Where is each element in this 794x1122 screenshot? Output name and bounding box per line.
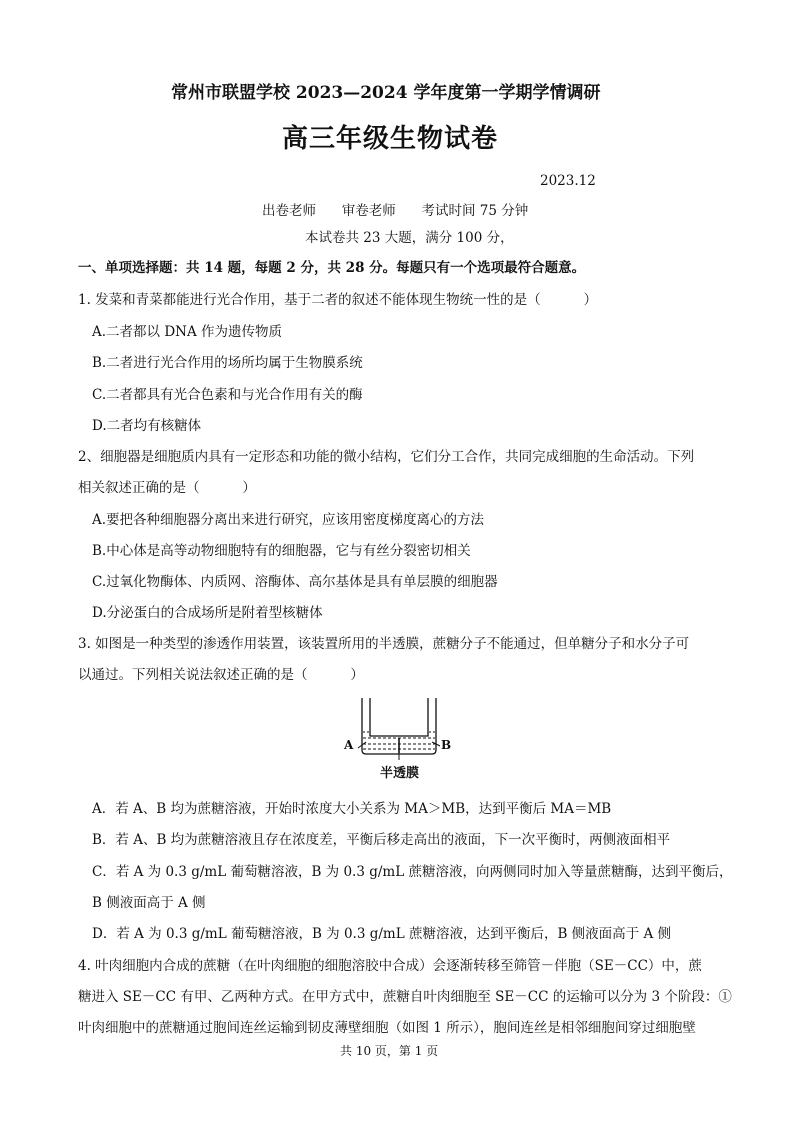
q4-line2: 糖进入 SE－CC 有甲、乙两种方式。在甲方式中，蔗糖自叶肉细胞至 SE－CC 的运输可以分为 3 个阶段：①	[78, 989, 732, 1005]
q3-option-c: C．若 A 为 0.3 g/mL 葡萄糖溶液，B 为 0.3 g/mL 蔗糖溶液，向两侧同时加入等量蔗糖酶，达到平衡后，	[92, 864, 733, 880]
page-footer: 共 10 页，第 1 页	[340, 1044, 439, 1058]
exam-title: 高三年级生物试卷	[282, 124, 499, 154]
q3-option-d: D．若 A 为 0.3 g/mL 葡萄糖溶液，B 为 0.3 g/mL 蔗糖溶液，达到平衡后，B 侧液面高于 A 侧	[92, 926, 672, 942]
q1-stem: 1. 发菜和青菜都能进行光合作用，基于二者的叙述不能体现生物统一性的是（ ）	[78, 292, 598, 308]
q2-option-c: C.过氧化物酶体、内质网、溶酶体、高尔基体是具有单层膜的细胞器	[92, 574, 498, 590]
info-line: 本试卷共 23 大题，满分 100 分，	[305, 230, 514, 246]
q3-stem-line1: 3. 如图是一种类型的渗透作用装置，该装置所用的半透膜，蔗糖分子不能通过，但单糖分子和水分子可	[78, 636, 690, 652]
q3-option-c-cont: B 侧液面高于 A 侧	[92, 895, 206, 911]
q2-option-d: D.分泌蛋白的合成场所是附着型核糖体	[92, 605, 323, 621]
figure-label-b: B	[441, 738, 452, 752]
school-title: 常州市联盟学校 2023—2024 学年度第一学期学情调研	[171, 83, 601, 103]
q4-line3: 叶肉细胞中的蔗糖通过胞间连丝运输到韧皮薄壁细胞（如图 1 所示），胞间连丝是相邻细胞间穿过细胞壁	[78, 1020, 696, 1036]
q2-option-b: B.中心体是高等动物细胞特有的细胞器，它与有丝分裂密切相关	[92, 543, 471, 559]
q2-option-a: A.要把各种细胞器分离出来进行研究，应该用密度梯度离心的方法	[92, 512, 485, 528]
staff-line: 出卷老师 审卷老师 考试时间 75 分钟	[262, 203, 529, 219]
q3-stem-line2: 以通过。下列相关说法叙述正确的是（ ）	[78, 667, 364, 683]
q2-stem-line1: 2、细胞器是细胞质内具有一定形态和功能的微小结构，它们分工合作，共同完成细胞的生命活动。下列	[78, 449, 695, 465]
q2-stem-line2: 相关叙述正确的是（ ）	[78, 480, 256, 496]
q1-option-c: C.二者都具有光合色素和与光合作用有关的酶	[92, 387, 363, 403]
q4-line1: 4. 叶肉细胞内合成的蔗糖（在叶肉细胞的细胞溶胶中合成）会逐渐转移至筛管－伴胞（SE－CC）中，蔗	[78, 958, 702, 974]
section-heading: 一、单项选择题：共 14 题，每题 2 分，共 28 分。每题只有一个选项最符合题意。	[78, 260, 586, 276]
osmosis-apparatus-figure	[340, 692, 460, 782]
q3-option-b: B．若 A、B 均为蔗糖溶液且存在浓度差，平衡后移走高出的液面，下一次平衡时，两侧液面相平	[92, 832, 671, 848]
exam-date: 2023.12	[540, 173, 596, 189]
q1-option-a: A.二者都以 DNA 作为遗传物质	[92, 324, 283, 340]
q1-option-b: B.二者进行光合作用的场所均属于生物膜系统	[92, 355, 363, 371]
q1-option-d: D.二者均有核糖体	[92, 418, 202, 434]
figure-caption: 半透膜	[380, 766, 420, 781]
figure-label-a: A	[344, 738, 354, 752]
q3-option-a: A．若 A、B 均为蔗糖溶液，开始时浓度大小关系为 MA＞MB，达到平衡后 MA＝MB	[92, 801, 612, 817]
